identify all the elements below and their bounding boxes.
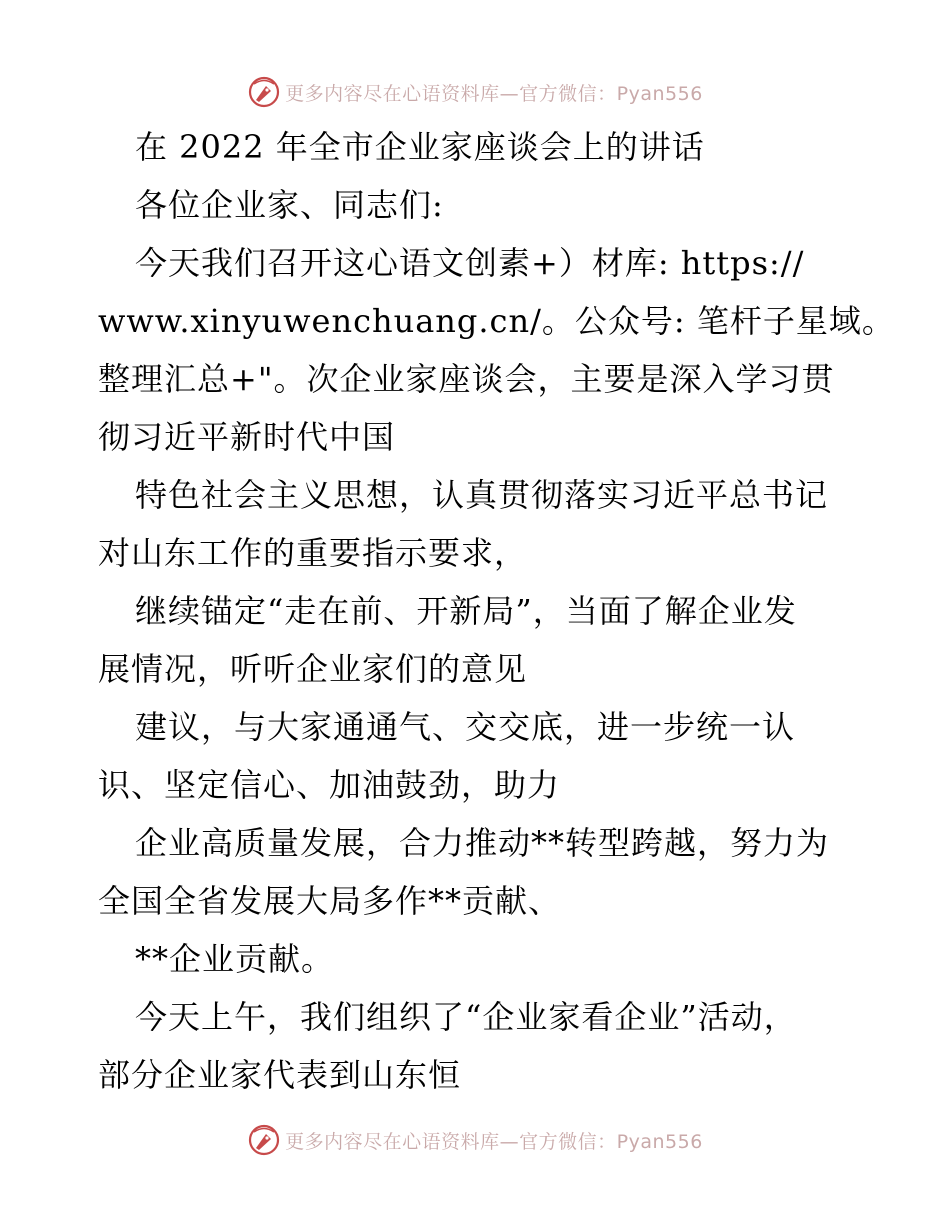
paragraph-line: 识、坚定信心、加油鼓劲，助力 bbox=[98, 766, 561, 804]
paragraph-line: 特色社会主义思想，认真贯彻落实习近平总书记 bbox=[135, 476, 829, 514]
header-watermark bbox=[0, 72, 950, 112]
paragraph-line: 继续锚定“走在前、开新局”，当面了解企业发 bbox=[135, 592, 797, 630]
paragraph-line: 今天上午，我们组织了“企业家看企业”活动， bbox=[135, 998, 797, 1036]
paragraph-line: 对山东工作的重要指示要求， bbox=[98, 534, 528, 572]
paragraph-line: **企业贡献。 bbox=[135, 940, 335, 978]
pen-nib-logo-icon bbox=[247, 75, 281, 109]
paragraph-line: 企业高质量发展，合力推动**转型跨越，努力为 bbox=[135, 824, 830, 862]
paragraph-line: 建议，与大家通通气、交交底，进一步统一认 bbox=[135, 708, 796, 746]
footer-watermark bbox=[0, 1120, 950, 1160]
paragraph-line: 全国全省发展大局多作**贡献、 bbox=[98, 882, 562, 920]
watermark-text: 更多内容尽在心语资料库—官方微信：Pyan556 bbox=[285, 82, 703, 105]
salutation: 各位企业家、同志们: bbox=[135, 186, 444, 224]
paragraph-line: 部分企业家代表到山东恒 bbox=[98, 1056, 462, 1094]
document-title: 在 2022 年全市企业家座谈会上的讲话 bbox=[135, 128, 705, 166]
paragraph-line: www.xinyuwenchuang.cn/。公众号: 笔杆子星域。 bbox=[98, 302, 895, 340]
pen-nib-logo-icon bbox=[247, 1123, 281, 1157]
paragraph-line: 整理汇总+"。次企业家座谈会，主要是深入学习贯 bbox=[98, 360, 835, 398]
paragraph-line: 展情况，听听企业家们的意见 bbox=[98, 650, 528, 688]
paragraph-line: 彻习近平新时代中国 bbox=[98, 418, 396, 456]
paragraph-line: 今天我们召开这心语文创素+）材库: https:// bbox=[135, 244, 805, 282]
watermark-text: 更多内容尽在心语资料库—官方微信：Pyan556 bbox=[285, 1130, 703, 1153]
document-body bbox=[98, 118, 895, 1104]
